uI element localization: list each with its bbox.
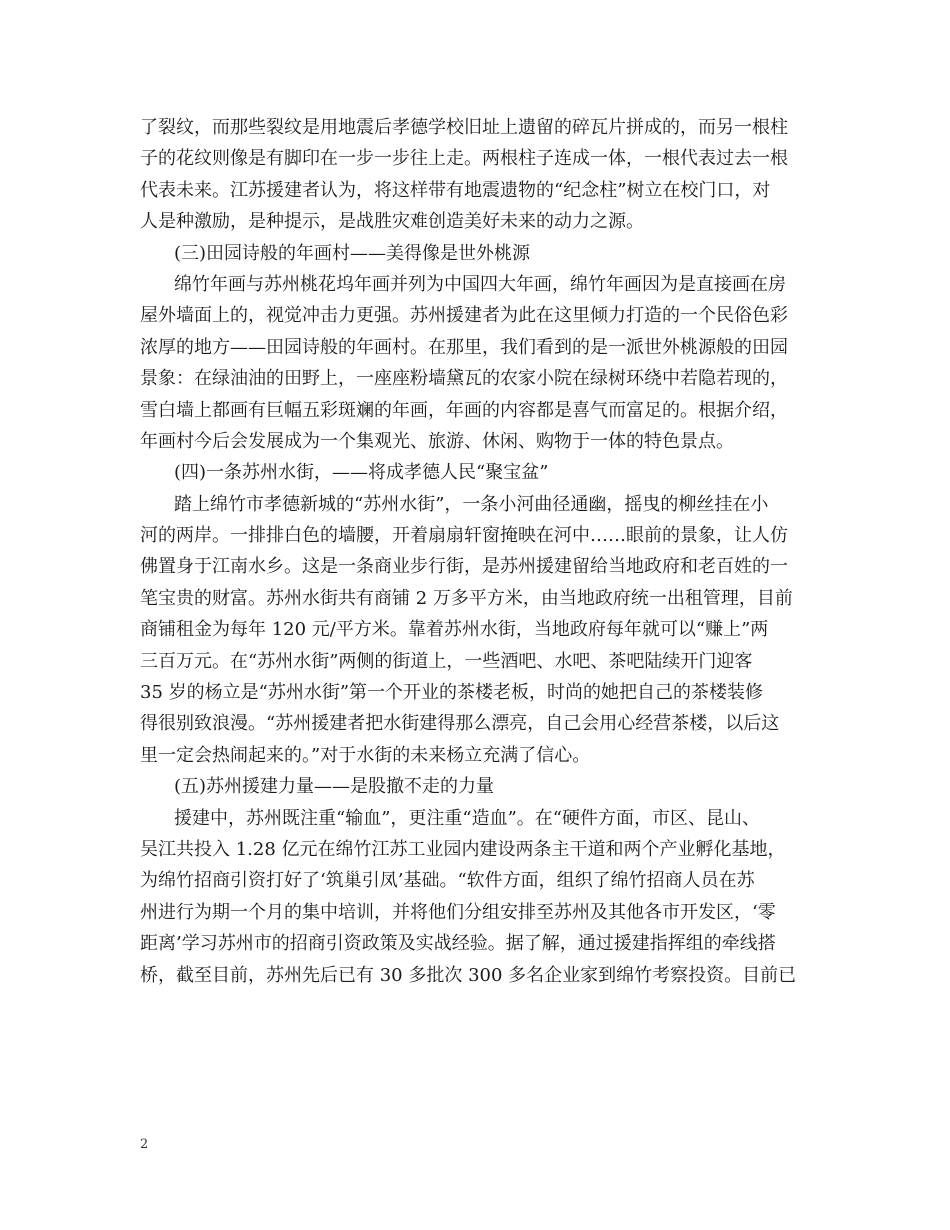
paragraph-start-line: (三)田园诗般的年画村——美得像是世外桃源 — [174, 242, 531, 264]
page-number: 2 — [140, 1137, 149, 1152]
text-line: 里一定会热闹起来的。”对于水街的未来杨立充满了信心。 — [140, 744, 591, 766]
text-line: 得很别致浪漫。“苏州援建者把水街建得那么漂亮，自己会用心经营茶楼，以后这 — [140, 713, 780, 735]
text-line: 商铺租金为每年 120 元/平方米。靠着苏州水街，当地政府每年就可以“赚上”两 — [140, 619, 769, 641]
text-line: 35 岁的杨立是“苏州水街”第一个开业的茶楼老板，时尚的她把自己的茶楼装修 — [140, 682, 764, 704]
body-text — [140, 112, 820, 991]
text-line: 景象：在绿油油的田野上，一座座粉墙黛瓦的农家小院在绿树环绕中若隐若现的， — [140, 368, 788, 390]
text-line: 佛置身于江南水乡。这是一条商业步行街，是苏州援建留给当地政府和老百姓的一 — [140, 556, 788, 578]
text-line: 了裂纹，而那些裂纹是用地震后孝德学校旧址上遗留的碎瓦片拼成的，而另一根柱 — [140, 117, 788, 138]
paragraph-start-line: 援建中，苏州既注重“输血”，更注重“造血”。在“硬件方面，市区、昆山、 — [174, 807, 761, 829]
text-line: 浓厚的地方——田园诗般的年画村。在那里，我们看到的是一派世外桃源般的田园 — [140, 336, 788, 358]
text-line: 笔宝贵的财富。苏州水街共有商铺 2 万多平方米，由当地政府统一出租管理，目前 — [140, 587, 793, 609]
text-line: 子的花纹则像是有脚印在一步一步往上走。两根柱子连成一体，一根代表过去一根 — [140, 148, 788, 170]
text-line: 代表未来。江苏援建者认为，将这样带有地震遗物的“纪念柱”树立在校门口，对 — [140, 179, 771, 201]
text-line: 屋外墙面上的，视觉冲击力更强。苏州援建者为此在这里倾力打造的一个民俗色彩 — [140, 305, 788, 327]
text-line: 人是种激励，是种提示，是战胜灾难创造美好未来的动力之源。 — [140, 211, 644, 233]
text-line: 年画村今后会发展成为一个集观光、旅游、休闲、购物于一体的特色景点。 — [140, 430, 734, 452]
text-line: 河的两岸。一排排白色的墙腰，开着扇扇轩窗掩映在河中……眼前的景象，让人仿 — [140, 525, 788, 547]
text-line: 为绵竹招商引资打好了‘筑巢引凤’基础。“软件方面，组织了绵竹招商人员在苏 — [140, 870, 755, 892]
paragraph-start-line: 踏上绵竹市孝德新城的“苏州水街”，一条小河曲径通幽，摇曳的柳丝挂在小 — [174, 493, 769, 515]
text-line: 三百万元。在“苏州水街”两侧的街道上，一些酒吧、水吧、茶吧陆续开门迎客 — [140, 650, 753, 672]
paragraph-start-line: (五)苏州援建力量——是股撤不走的力量 — [174, 776, 495, 798]
paragraph-start-line: 绵竹年画与苏州桃花坞年画并列为中国四大年画，绵竹年画因为是直接画在房 — [174, 273, 786, 295]
text-line: 距离’学习苏州市的招商引资政策及实战经验。据了解，通过援建指挥组的牵线搭 — [140, 933, 776, 955]
text-line: 州进行为期一个月的集中培训，并将他们分组安排至苏州及其他各市开发区，‘零 — [140, 901, 776, 923]
text-line: 桥，截至目前，苏州先后已有 30 多批次 300 多名企业家到绵竹考察投资。目前已 — [140, 964, 797, 986]
text-line: 吴江共投入 1.28 亿元在绵竹江苏工业园内建设两条主干道和两个产业孵化基地， — [140, 838, 786, 860]
text-line: 雪白墙上都画有巨幅五彩斑斓的年画，年画的内容都是喜气而富足的。根据介绍， — [140, 399, 788, 421]
paragraph-start-line: (四)一条苏州水街，——将成孝德人民“聚宝盆” — [174, 462, 549, 484]
